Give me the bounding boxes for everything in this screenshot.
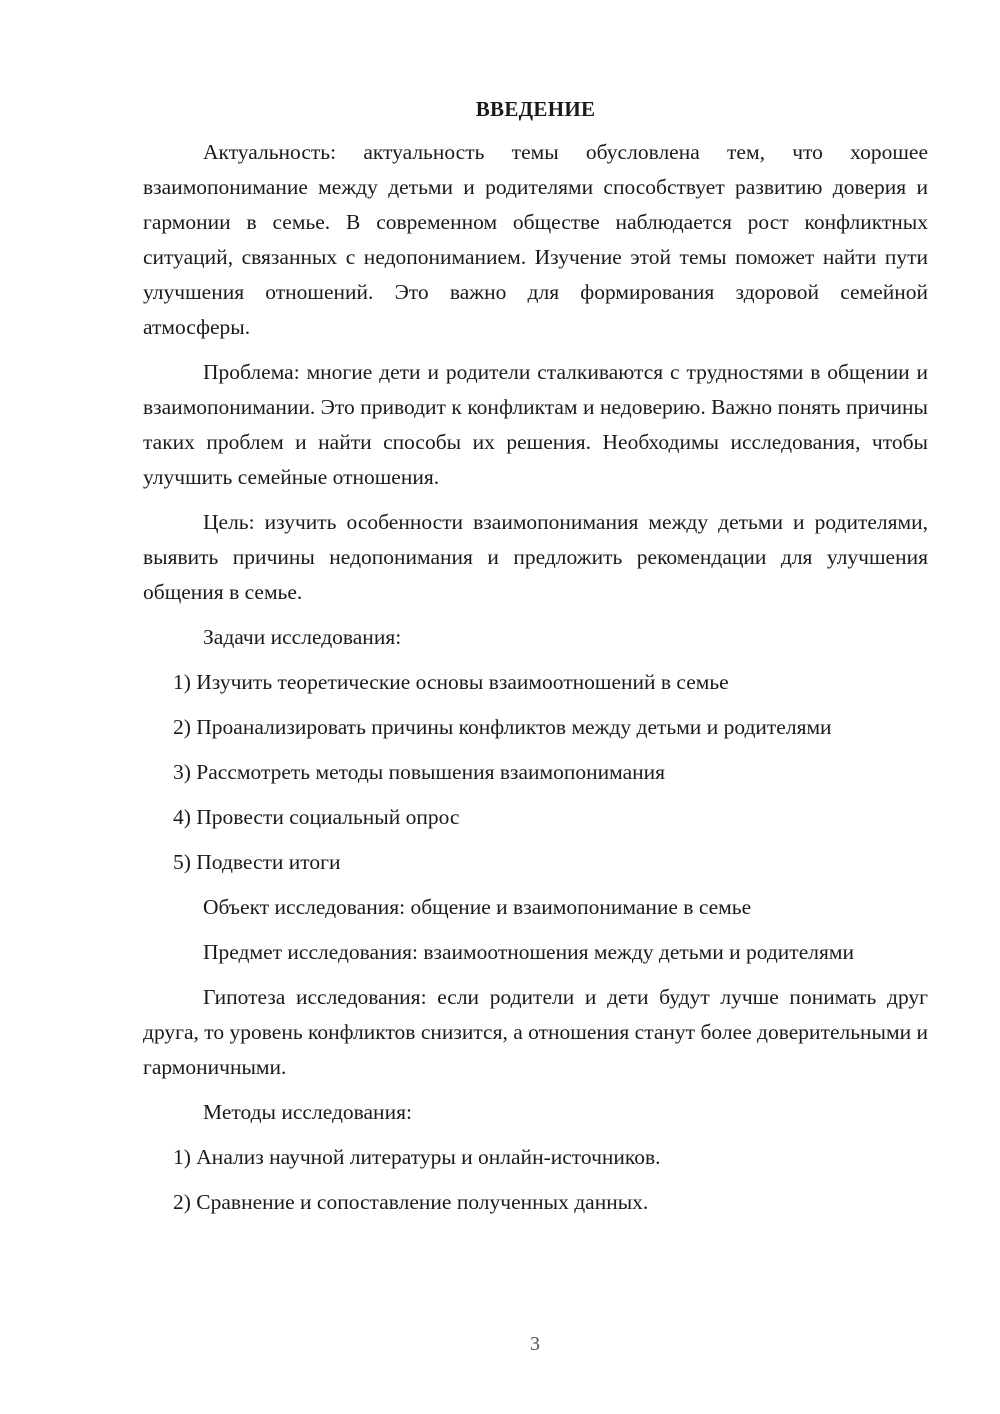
list-item-task-5: 5) Подвести итоги	[173, 850, 341, 874]
paragraph-tasks-heading: Задачи исследования:	[203, 625, 402, 649]
page-number: 3	[530, 1333, 540, 1355]
paragraph-subject: Предмет исследования: взаимоотношения между детьми и родителями	[203, 940, 854, 964]
list-item-task-4: 4) Провести социальный опрос	[173, 805, 460, 829]
document-page	[143, 92, 928, 1230]
paragraph-hypothesis: Гипотеза исследования: если родители и дети будут лучше понимать друг друга, то уровень конфликтов снизится, а отношения станут более доверительными и гармоничными.	[143, 985, 928, 1079]
list-item-task-1: 1) Изучить теоретические основы взаимоотношений в семье	[173, 670, 729, 694]
list-item-task-2: 2) Проанализировать причины конфликтов между детьми и родителями	[173, 715, 832, 739]
paragraph-problem: Проблема: многие дети и родители сталкиваются с трудностями в общении и взаимопонимании. Это приводит к конфликтам и недоверию. Важно понять причины таких проблем и найти способы их решения. Необходимы исследования, чтобы улучшить семейные отношения.	[143, 360, 928, 489]
list-item-method-1: 1) Анализ научной литературы и онлайн-источников.	[173, 1145, 661, 1169]
paragraph-object: Объект исследования: общение и взаимопонимание в семье	[203, 895, 752, 919]
list-item-task-3: 3) Рассмотреть методы повышения взаимопонимания	[173, 760, 666, 784]
list-item-method-2: 2) Сравнение и сопоставление полученных данных.	[173, 1190, 649, 1214]
paragraph-methods-heading: Методы исследования:	[203, 1100, 412, 1124]
paragraph-relevance: Актуальность: актуальность темы обусловлена тем, что хорошее взаимопонимание между детьми и родителями способствует развитию доверия и гармонии в семье. В современном обществе наблюдается рост конфликтных ситуаций, связанных с недопониманием. Изучение этой темы поможет найти пути улучшения отношений. Это важно для формирования здоровой семейной атмосферы.	[143, 140, 928, 339]
paragraph-goal: Цель: изучить особенности взаимопонимания между детьми и родителями, выявить причины недопонимания и предложить рекомендации для улучшения общения в семье.	[143, 510, 928, 604]
page-title: ВВЕДЕНИЕ	[475, 97, 596, 121]
